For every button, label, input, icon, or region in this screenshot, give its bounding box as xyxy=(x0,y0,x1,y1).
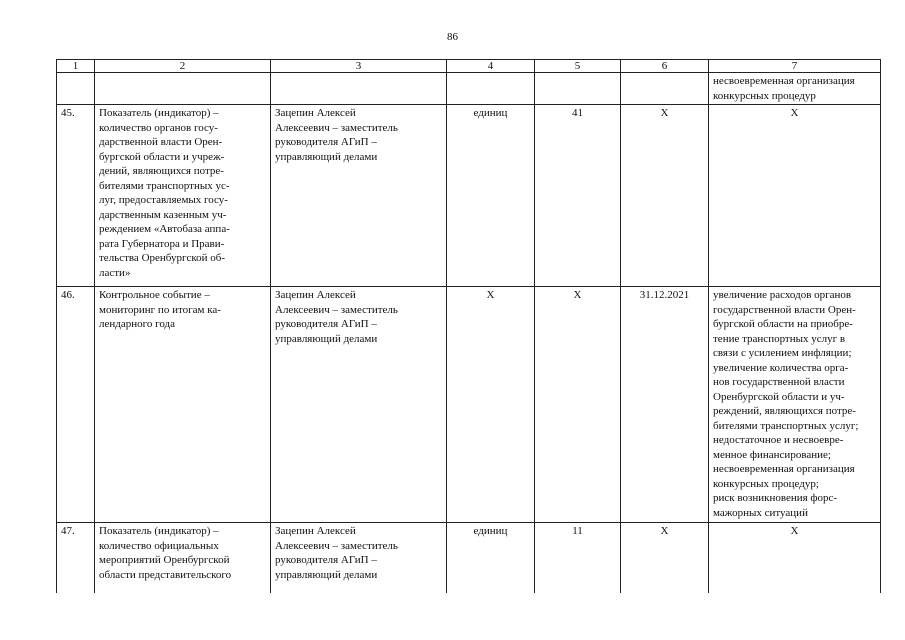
cell-date: 31.12.2021 xyxy=(621,287,709,523)
cell-unit: Х xyxy=(447,287,535,523)
cell-value: Х xyxy=(535,287,621,523)
cell-empty xyxy=(271,73,447,105)
cell-empty xyxy=(57,73,95,105)
cell-date: Х xyxy=(621,523,709,594)
cell-risks: увеличение расходов органов государственной власти Орен- бургской области на приобре- тение транспортных услуг в связи с усилением инфляции; увеличение количества орга- нов государственной власти Оренбургской области и уч- реждений, являющихся потре- бителями транспортных услуг; недостаточное и несвоевре- менное финансирование; несвоевременная организация конкурсных процедур; риск возникновения форс- мажорных ситуаций xyxy=(709,287,881,523)
cell-empty xyxy=(447,73,535,105)
cell-risks-continued: несвоевременная организация конкурсных процедур xyxy=(709,73,881,105)
cell-row-number: 46. xyxy=(57,287,95,523)
cell-unit: единиц xyxy=(447,105,535,287)
header-col-6: 6 xyxy=(621,60,709,73)
cell-unit: единиц xyxy=(447,523,535,594)
cell-responsible: Зацепин Алексей Алексеевич – заместитель руководителя АГиП – управляющий делами xyxy=(271,523,447,594)
table-row xyxy=(57,287,881,523)
cell-empty xyxy=(621,73,709,105)
cell-indicator: Контрольное событие – мониторинг по итогам ка- лендарного года xyxy=(95,287,271,523)
cell-row-number: 45. xyxy=(57,105,95,287)
cell-responsible: Зацепин Алексей Алексеевич – заместитель руководителя АГиП – управляющий делами xyxy=(271,287,447,523)
cell-date: Х xyxy=(621,105,709,287)
header-col-2: 2 xyxy=(95,60,271,73)
header-col-5: 5 xyxy=(535,60,621,73)
plan-table xyxy=(56,59,881,593)
cell-indicator: Показатель (индикатор) – количество органов госу- дарственной власти Орен- бургской области и учреж- дений, являющихся потре- бителями транспортных ус- луг, предоставляемых госу- дарственным казенным уч- реждением «Автобаза аппа- рата Губернатора и Прави- тельства Оренбургской об- ласти» xyxy=(95,105,271,287)
table-row-continuation xyxy=(57,73,881,105)
header-col-1: 1 xyxy=(57,60,95,73)
cell-responsible: Зацепин Алексей Алексеевич – заместитель руководителя АГиП – управляющий делами xyxy=(271,105,447,287)
table-header xyxy=(57,60,881,73)
page-number: 86 xyxy=(447,31,458,43)
cell-value: 11 xyxy=(535,523,621,594)
cell-row-number: 47. xyxy=(57,523,95,594)
cell-risks: Х xyxy=(709,105,881,287)
cell-risks: Х xyxy=(709,523,881,594)
table-row xyxy=(57,523,881,594)
table-row xyxy=(57,105,881,287)
cell-empty xyxy=(535,73,621,105)
header-col-3: 3 xyxy=(271,60,447,73)
cell-indicator: Показатель (индикатор) – количество официальных мероприятий Оренбургской области представительского xyxy=(95,523,271,594)
cell-value: 41 xyxy=(535,105,621,287)
cell-empty xyxy=(95,73,271,105)
header-col-4: 4 xyxy=(447,60,535,73)
header-col-7: 7 xyxy=(709,60,881,73)
